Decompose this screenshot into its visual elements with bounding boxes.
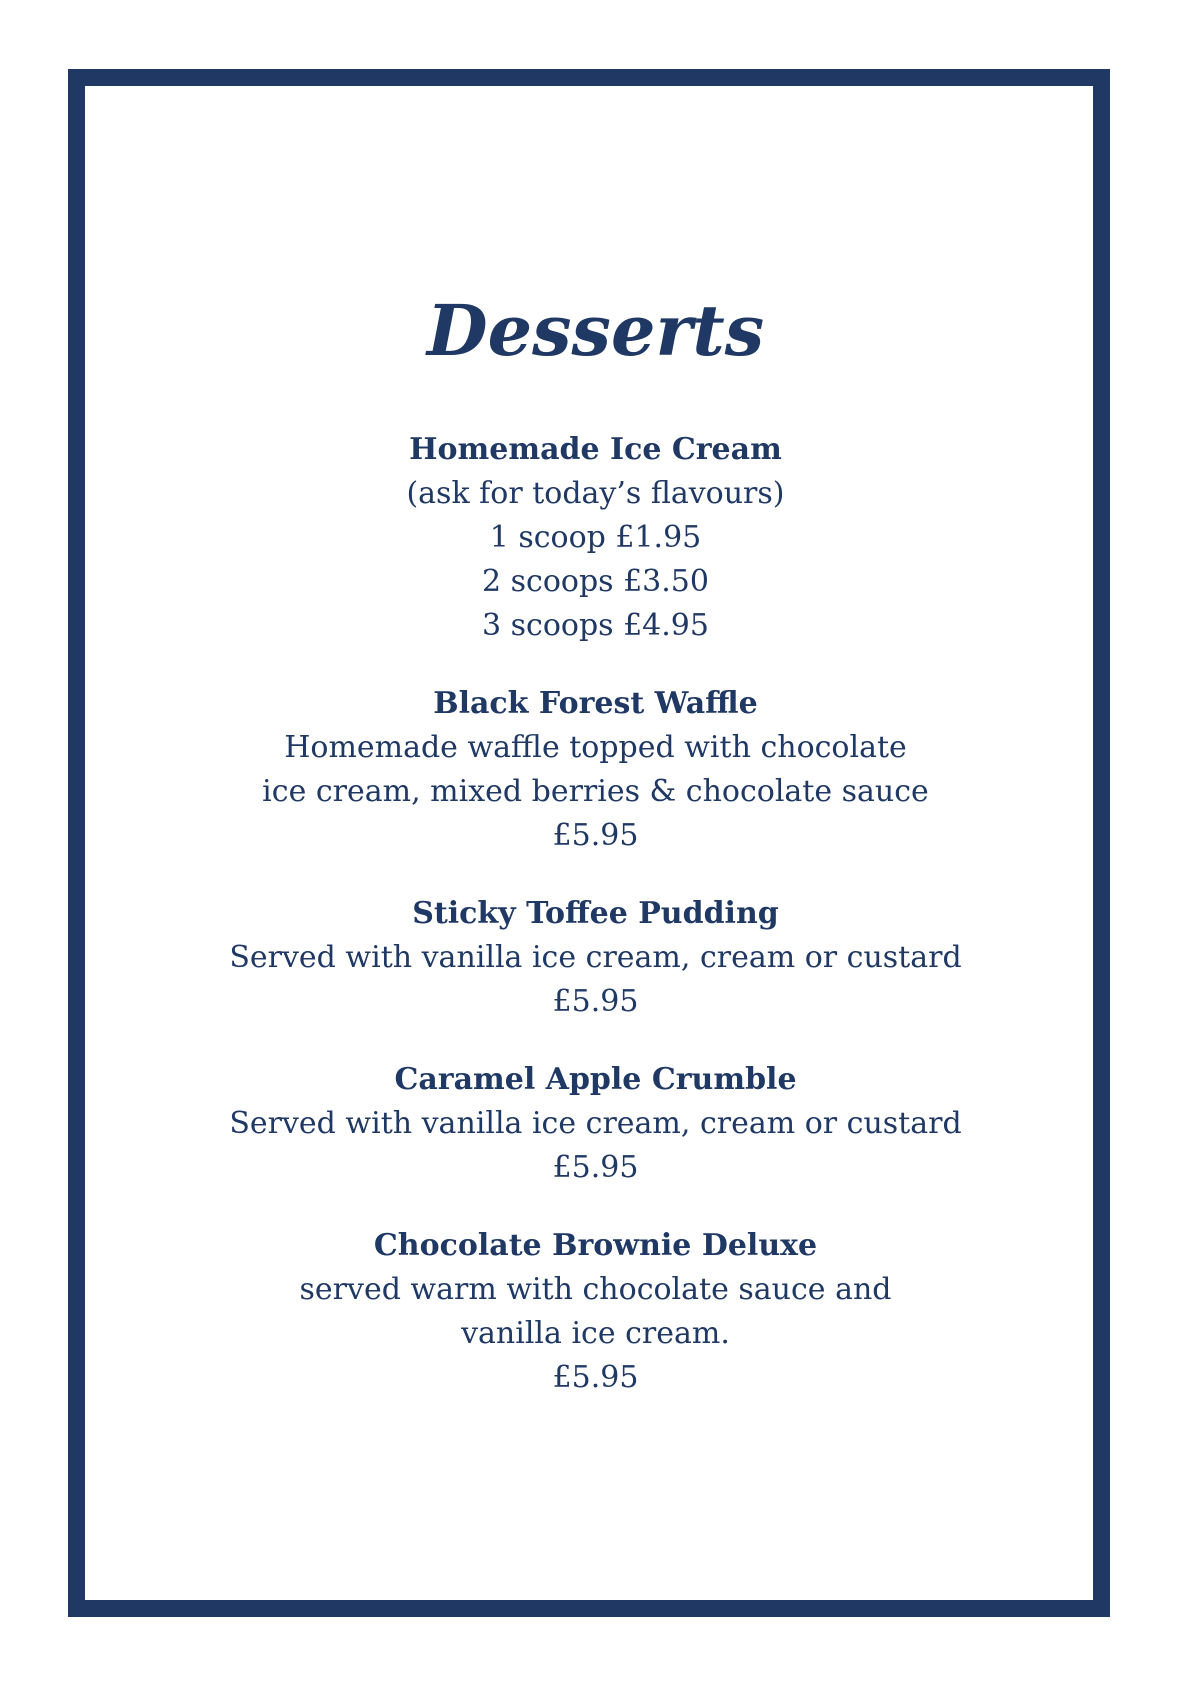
item-description: Served with vanilla ice cream, cream or custard <box>229 940 962 975</box>
item-price: 1 scoop £1.95 <box>489 520 702 555</box>
item-description: vanilla ice cream. <box>461 1316 730 1351</box>
item-name: Sticky Toffee Pudding <box>412 896 779 931</box>
menu-item-homemade-ice-cream <box>0 428 1191 648</box>
item-description: Served with vanilla ice cream, cream or custard <box>229 1106 962 1141</box>
item-name: Black Forest Waffle <box>433 686 758 721</box>
item-description: Homemade waffle topped with chocolate <box>284 730 907 765</box>
item-price: £5.95 <box>552 1150 639 1185</box>
menu-item-black-forest-waffle <box>0 682 1191 858</box>
item-price: £5.95 <box>552 818 639 853</box>
item-name: Caramel Apple Crumble <box>394 1062 797 1097</box>
item-price: £5.95 <box>552 984 639 1019</box>
menu-item-chocolate-brownie-deluxe <box>0 1224 1191 1400</box>
item-price: £5.95 <box>552 1360 639 1395</box>
menu-item-sticky-toffee-pudding <box>0 892 1191 1024</box>
item-price: 3 scoops £4.95 <box>482 608 709 643</box>
menu-item-caramel-apple-crumble <box>0 1058 1191 1190</box>
dessert-list <box>0 428 1191 1434</box>
item-name: Homemade Ice Cream <box>409 432 782 467</box>
item-description: ice cream, mixed berries & chocolate sauce <box>262 774 929 809</box>
menu-title: Desserts <box>426 289 765 372</box>
item-description: (ask for today’s flavours) <box>406 476 785 511</box>
item-name: Chocolate Brownie Deluxe <box>373 1228 818 1263</box>
item-price: 2 scoops £3.50 <box>482 564 709 599</box>
item-description: served warm with chocolate sauce and <box>299 1272 892 1307</box>
